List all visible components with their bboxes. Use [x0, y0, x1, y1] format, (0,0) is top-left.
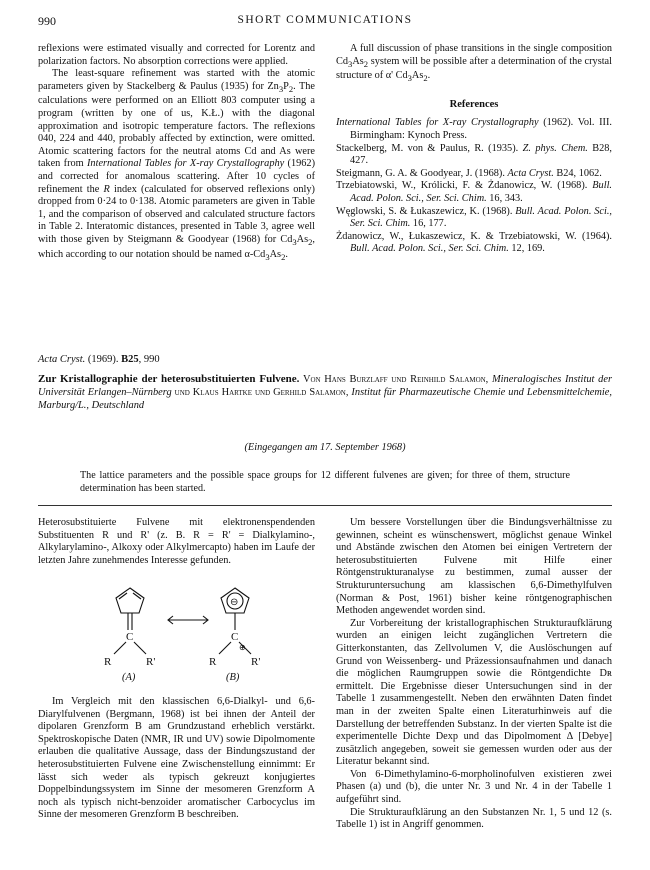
body-left-column: [38, 517, 315, 567]
divider: [38, 505, 612, 506]
page-header: [38, 14, 612, 30]
paragraph: A full discussion of phase transitions in the single composition $Cd_3As_2$ system will be possible after a determination of the crystal structure of α' $Cd_3As_2$.: [336, 43, 612, 84]
reference-item: Żdanowicz, W., Łukaszewicz, K. & Trzebiatowski, W. (1964). Bull. Acad. Polon. Sci., Ser. Sci. Chim. 12, 169.: [336, 230, 612, 255]
affiliation: Mineralogisches Institut der Universität Erlangen–Nürnberg: [38, 374, 612, 398]
previous-article-left-column: [38, 43, 315, 263]
paragraph: The least-square refinement was started with the atomic parameters given by Stackelberg & Paulus (1935) for $Zn_3P_2$. The calculations were performed on an Elliott 803 computer using a program (written by one of us, K.Ł.) with the diagonal approximation and isotropic temperature factors. The reflexions 040, 224 and 440, probably affected by extinction, were omitted. Atomic scattering factors for the neutral atoms Cd and As were taken from International Tables for X-ray Crystallography (1962) and corrected for anomalous scattering. After 10 cycles of refinement the R index (calculated for observed reflexions only) dropped from 0·24 to 0·138. Atomic parameters are given in Table 1, and the comparison of observed and calculated structure factors in Table 2. Interatomic distances, presented in Table 3, agree well with those given by Steigmann & Goodyear (1968) for $Cd_3As_2$, which according to our notation should be named $\alpha-Cd_3As_2$.: [38, 68, 315, 262]
page-number: 990: [38, 14, 56, 28]
reference-item: Stackelberg, M. von & Paulus, R. (1935). Z. phys. Chem. B28, 427.: [336, 142, 613, 167]
atom-label-c: C: [126, 631, 134, 643]
reference-item: Steigmann, G. A. & Goodyear, J. (1968). Acta Cryst. B24, 1062.: [336, 167, 602, 179]
paragraph: Um bessere Vorstellungen über die Bindungsverhältnisse zu gewinnen, scheint es wünschenswert, möglichst genaue Winkel und Abstände zwischen den Atomen bei einigen Vertretern der heterosubstituierten Fulvene mit Hilfe einer Röntgenstrukturanalyse zu bestimmen, zumal ausser der Strukturuntersuchung am klassischen 6,6-Dimethylfulven (Norman & Post, 1961) bisher keine röntgenographischen Methoden angewendet worden sind.: [336, 517, 612, 617]
reference-item: Trzebiatowski, W., Królicki, F. & Żdanowicz, W. (1968). Bull. Acad. Polon. Sci., Ser. Sci. Chim. 16, 343.: [336, 180, 612, 205]
paragraph: Heterosubstituierte Fulvene mit elektronenspendenden Substituenten R und R' (z. B. R = R' = Dialkylamino-, Alkylarylamino-, Alkoxy oder Alkylmercapto) haben im Laufe der letzten Jahre zunehmendes Interesse gefunden.: [38, 517, 315, 566]
fulvene-resonance-diagram: [60, 582, 300, 688]
figure-label-a: (A): [122, 672, 136, 683]
paragraph: Die Strukturaufklärung an den Substanzen Nr. 1, 5 und 12 (s. Tabelle 1) ist in Angriff genommen.: [336, 806, 612, 831]
substituent-r: R: [209, 656, 217, 668]
previous-article-right-column: [336, 43, 612, 256]
article-title: Zur Kristallographie der heterosubstituierten Fulvene.: [38, 373, 300, 385]
paragraph: Im Vergleich mit den klassischen 6,6-Dialkyl- und 6,6-Diarylfulvenen (Bergmann, 1968) ist bei ihnen der Anteil der dipolaren Grenzform B am Grundzustand erheblich verstärkt. Spektroskopische Daten (NMR, IR und UV) sowie Dipolmomente erlauben die qualitative Aussage, dass der Bindungszustand der heterosubstituierten Fulvene eine Zwischenstellung einnimmt: Er lässt sich weder als typisch gekreuzt konjugiertes Doppelbindungssystem im Sinne der mesomeren Grenzform A noch als typisch nicht-benzoider aromatischer Carbocyclus im Sinne der mesomeren Grenzform B beschreiben.: [38, 696, 315, 821]
authors: Von Hans Burzlaff und Reinhild Salamon,: [299, 374, 492, 385]
body-right-column: [336, 517, 612, 832]
abstract: The lattice parameters and the possible space groups for 12 different fulvenes are given; for three of them, structure determination has been started.: [80, 470, 570, 494]
figure-label-b: (B): [226, 672, 240, 683]
running-head: SHORT COMMUNICATIONS: [237, 14, 413, 26]
reference-item: International Tables for X-ray Crystallography (1962). Vol. III. Birmingham: Kynoch Press.: [336, 117, 612, 142]
substituent-r-prime: R': [251, 656, 261, 668]
positive-charge-icon: ⊕: [239, 643, 246, 652]
structure-figure: [60, 582, 300, 688]
atom-label-c: C: [231, 631, 239, 643]
paragraph: reflexions were estimated visually and corrected for Lorentz and polarization factors. No absorption corrections were applied.: [38, 43, 315, 67]
received-date: (Eingegangen am 17. September 1968): [244, 442, 406, 453]
article-title-block: [38, 373, 612, 412]
negative-charge-icon: ⊖: [230, 597, 239, 608]
substituent-r-prime: R': [146, 656, 156, 668]
authors: und Klaus Hartke und Gerhild Salamon,: [171, 386, 352, 398]
paragraph: Zur Vorbereitung der kristallographischen Strukturaufklärung wurden an einigen leicht zugänglichen Vertretern die Gitterkonstanten, das Zellvolumen V, die Auslöschungen auf Grund von Weissenberg- und Präzessionsaufnahmen und danach die möglichen Raumgruppen sowie die Röntgendichte Dʀ ermittelt. Die Ergebnisse dieser Untersuchungen sind in der Tabelle 1 zusammengestellt. Neben den erwähnten Daten findet man in der zweiten Spalte einen Literaturhinweis auf die Darstellung der betreffenden Substanz. In der vierten Spalte ist die experimentelle Dichte Dexp und das Dipolmoment Δ [Debye] zusätzlich angegeben, soweit sie gemessen wurden oder aus der Literatur bekannt sind.: [336, 617, 612, 768]
references-heading: References: [449, 98, 499, 110]
reference-item: Węglowski, S. & Łukaszewicz, K. (1968). Bull. Acad. Polon. Sci., Ser. Sci. Chim. 16, 177.: [336, 205, 612, 230]
substituent-r: R: [104, 656, 112, 668]
body-left-column-continued: [38, 696, 315, 822]
article-citation: Acta Cryst. (1969). B25, 990: [38, 354, 160, 365]
affiliation: Institut für Pharmazeutische Chemie und Lebensmittelchemie, Marburg/L., Deutschland: [38, 386, 612, 411]
paragraph: Von 6-Dimethylamino-6-morpholinofulven existieren zwei Phasen (a) und (b), die unter Nr. 3 und Nr. 4 in der Tabelle 1 aufgeführt sind.: [336, 768, 612, 806]
cyclopentadiene-ring-a: [116, 588, 144, 613]
